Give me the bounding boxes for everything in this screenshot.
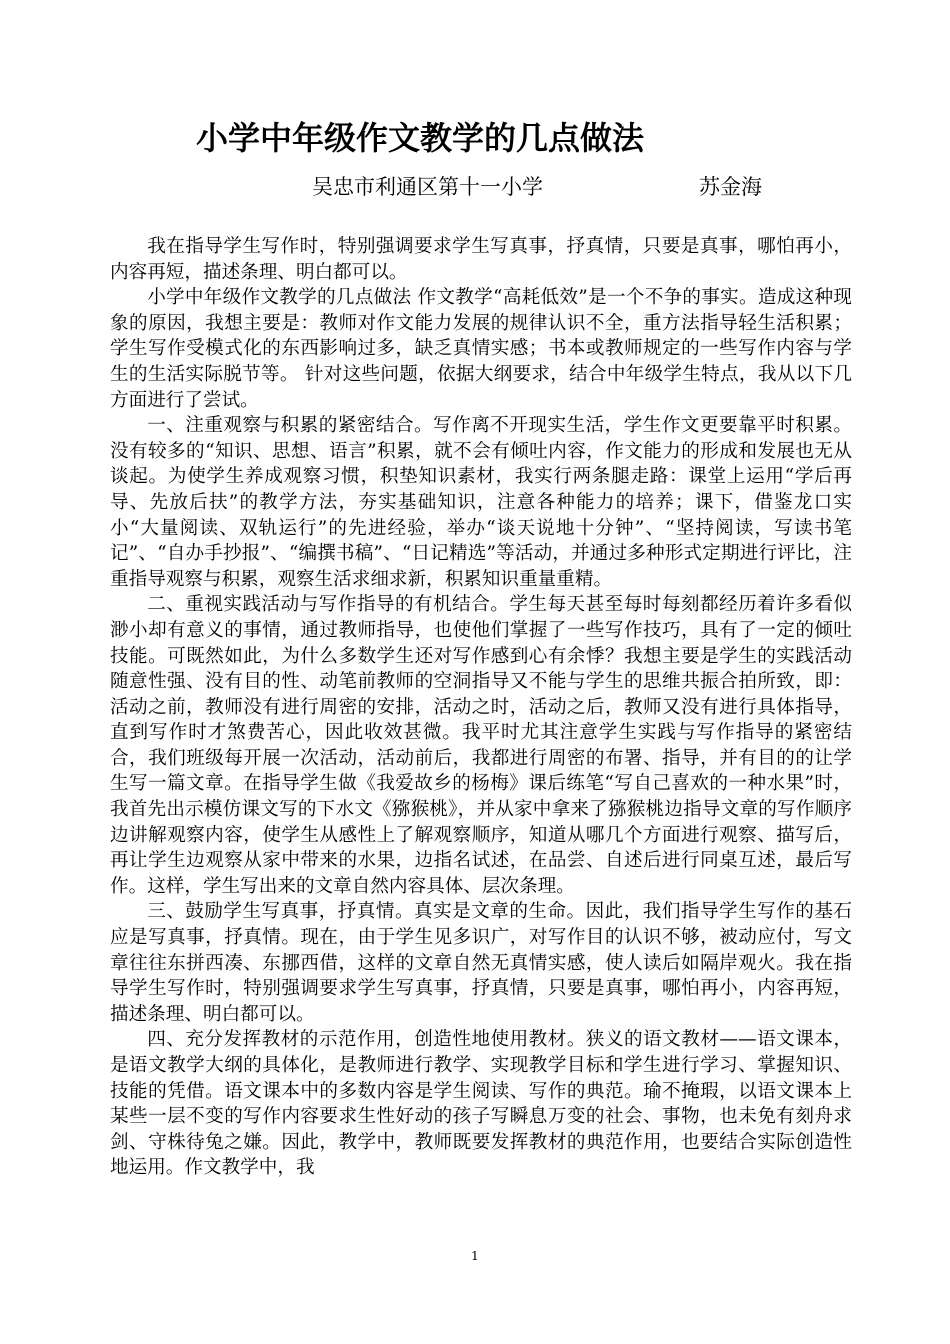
author-name: 苏金海	[699, 175, 762, 199]
paragraph-section-3: 三、鼓励学生写真事，抒真情。真实是文章的生命。因此，我们指导学生写作的基石应是写真事，抒真情。现在，由于学生见多识广，对写作目的认识不够，被动应付，写文章往往东拼西凑、东挪西借，这样的文章自然无真情实感，使人读后如隔岸观火。我在指导学生写作时，特别强调要求学生写真事，抒真情，只要是真事，哪怕再小，内容再短，描述条理、明白都可以。	[110, 901, 852, 1025]
paragraph-section-1: 一、注重观察与积累的紧密结合。写作离不开现实生活，学生作文更要靠平时积累。没有较多的“知识、思想、语言”积累，就不会有倾吐内容，作文能力的形成和发展也无从谈起。为使学生养成观察习惯，积垫知识素材，我实行两条腿走路：课堂上运用“学后再导、先放后扶”的教学方法，夯实基础知识，注意各种能力的培养；课下，借鉴龙口实小“大量阅读、双轨运行”的先进经验，举办“谈天说地十分钟”、“坚持阅读，写读书笔记”、“自办手抄报”、“编撰书稿”、“日记精选”等活动，并通过多种形式定期进行评比，注重指导观察与积累，观察生活求细求新，积累知识重量重精。	[110, 415, 852, 590]
paragraph-section-4: 四、充分发挥教材的示范作用，创造性地使用教材。狭义的语文教材——语文课本，是语文教学大纲的具体化，是教师进行教学、实现教学目标和学生进行学习、掌握知识、技能的凭借。语文课本中的多数内容是学生阅读、写作的典范。瑜不掩瑕，以语文课本上某些一层不变的写作内容要求生性好动的孩子写瞬息万变的社会、事物，也未免有刻舟求剑、守株待兔之嫌。因此，教学中，教师既要发挥教材的典范作用，也要结合实际创造性地运用。作文教学中，我	[110, 1029, 852, 1179]
paragraph-intro: 我在指导学生写作时，特别强调要求学生写真事，抒真情，只要是真事，哪怕再小，内容再短，描述条理、明白都可以。	[110, 236, 852, 283]
paragraph-background: 小学中年级作文教学的几点做法 作文教学“高耗低效”是一个不争的事实。造成这种现象的原因，我想主要是：教师对作文能力发展的规律认识不全，重方法指导轻生活积累；学生写作受模式化的东西影响过多，缺乏真情实感；书本或教师规定的一些写作内容与学生的生活实际脱节等。 针对这些问题，依据大纲要求，结合中年级学生特点，我从以下几方面进行了尝试。	[110, 287, 852, 411]
byline	[312, 172, 762, 202]
page-number: 1	[471, 1249, 479, 1263]
document-title: 小学中年级作文教学的几点做法	[196, 119, 645, 157]
paragraph-section-2: 二、重视实践活动与写作指导的有机结合。学生每天甚至每时每刻都经历着许多看似渺小却有意义的事情，通过教师指导，也使他们掌握了一些写作技巧，具有了一定的倾吐技能。可既然如此，为什么多数学生还对写作感到心有余悸？我想主要是学生的实践活动随意性强、没有目的性、动笔前教师的空洞指导又不能与学生的思维共振合拍所致，即：活动之前，教师没有进行周密的安排，活动之时，活动之后，教师又没有进行具体指导，直到写作时才煞费苦心，因此收效甚微。我平时尤其注意学生实践与写作指导的紧密结合，我们班级每开展一次活动，活动前后，我都进行周密的布署、指导，并有目的的让学生写一篇文章。在指导学生做《我爱故乡的杨梅》课后练笔“写自己喜欢的一种水果”时，我首先出示模仿课文写的下水文《猕猴桃》，并从家中拿来了猕猴桃边指导文章的写作顺序边讲解观察内容，使学生从感性上了解观察顺序，知道从哪几个方面进行观察、描写后，再让学生边观察从家中带来的水果，边指名试述，在品尝、自述后进行同桌互述，最后写作。这样，学生写出来的文章自然内容具体、层次条理。	[110, 594, 852, 897]
article-body	[110, 234, 852, 1181]
school-name: 吴忠市利通区第十一小学	[312, 175, 543, 199]
